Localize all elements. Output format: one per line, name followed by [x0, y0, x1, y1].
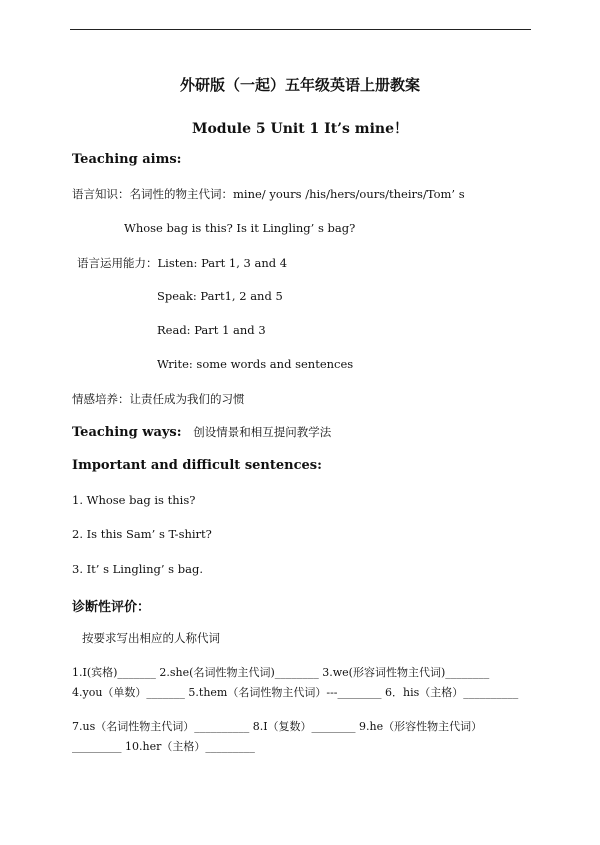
header-rule [70, 29, 531, 30]
exercise-line-1: 1.I(宾格)_______ 2.she(名词性物主代词)________ 3.we(形容词性物主代词)________ [72, 666, 490, 679]
emotion-line: 情感培养：让责任成为我们的习惯 [72, 392, 245, 406]
important-item-1: 1. Whose bag is this? [72, 493, 196, 507]
knowledge-line: 语言知识：名词性的物主代词：mine/ yours /his/hers/ours/theirs/Tom’ s [72, 187, 465, 201]
important-heading: Important and difficult sentences: [72, 458, 322, 473]
exercise-line-2: 4.you（单数）_______ 5.them（名词性物主代词）---________ 6．his（主格）__________ [72, 686, 519, 699]
teaching-aims-heading: Teaching aims: [72, 152, 182, 167]
read-line: Read: Part 1 and 3 [157, 323, 266, 337]
important-item-2: 2. Is this Sam’ s T-shirt? [72, 527, 212, 541]
lesson-subtitle: Module 5 Unit 1 It’s mine！ [191, 121, 409, 137]
speak-line: Speak: Part1, 2 and 5 [157, 289, 283, 303]
exercise-line-3: 7.us（名词性物主代词）__________ 8.I（复数）________ 9.he（形容性物主代词） [72, 720, 483, 733]
write-line: Write: some words and sentences [157, 357, 354, 371]
teaching-ways [72, 424, 331, 440]
teaching-ways-text: 创设情景和相互提问教学法 [193, 425, 332, 439]
exercise-line-4: _________ 10.her（主格）_________ [72, 740, 255, 753]
teaching-ways-heading: Teaching ways: [72, 425, 182, 440]
page-title: 外研版（一起）五年级英语上册教案 [179, 76, 420, 94]
diagnostic-heading: 诊断性评价： [72, 600, 151, 615]
ability-line: 语言运用能力：Listen: Part 1, 3 and 4 [77, 256, 288, 270]
diagnostic-instruction: 按要求写出相应的人称代词 [82, 631, 220, 645]
important-item-3: 3. It’ s Lingling’ s bag. [72, 562, 203, 576]
knowledge-example: Whose bag is this? Is it Lingling’ s bag? [124, 221, 356, 235]
